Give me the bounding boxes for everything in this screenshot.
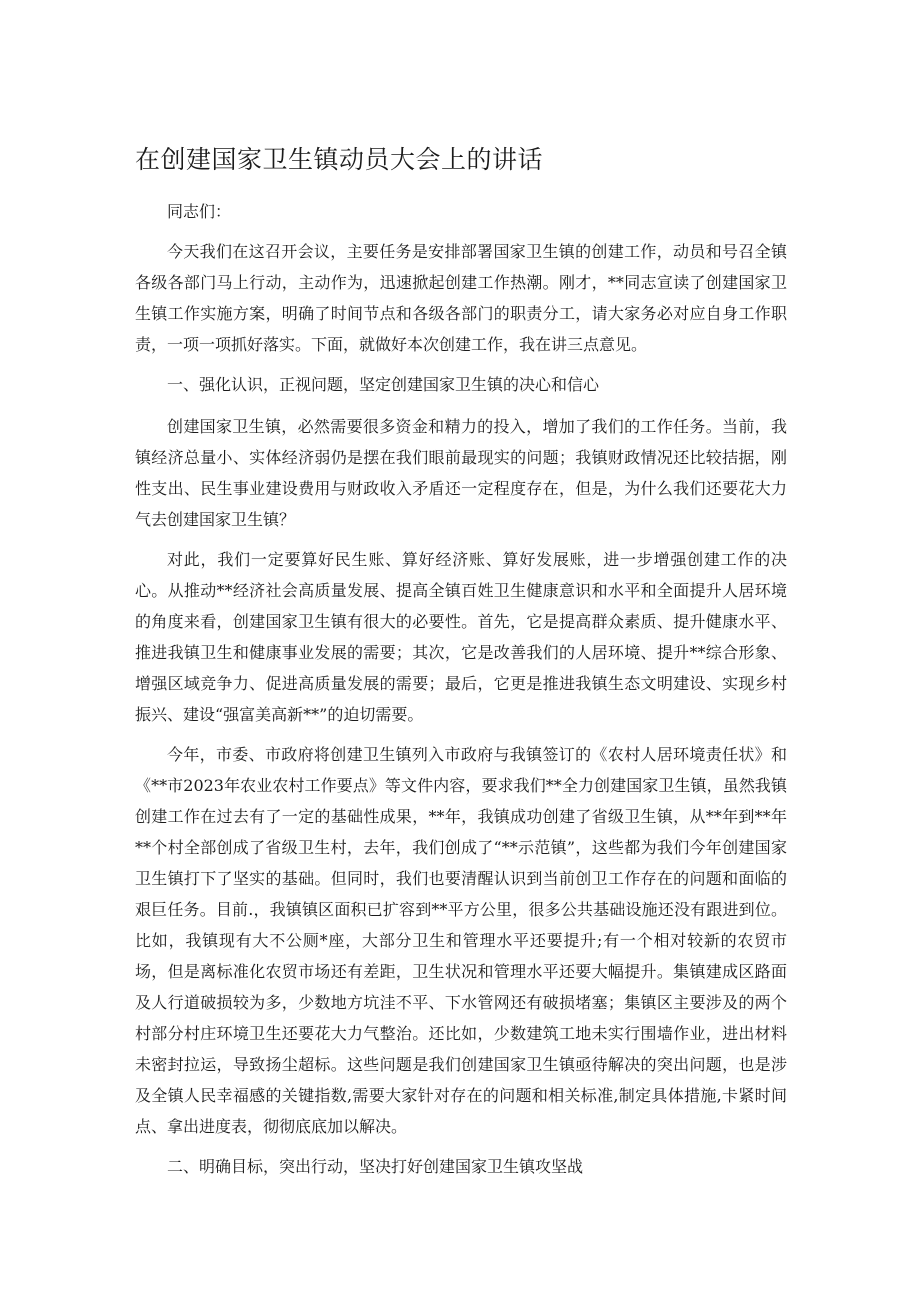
salutation: 同志们：	[167, 202, 232, 221]
paragraph-problems: 今年，市委、市政府将创建卫生镇列入市政府与我镇签订的《农村人居环境责任状》和《**市2023年农业农村工作要点》等文件内容，要求我们**全力创建国家卫生镇，虽然我镇创建工作在过去有了一定的基础性成果，**年，我镇成功创建了省级卫生镇，从**年到**年**个村全部创成了省级卫生村，去年，我们创成了“**示范镇”，这些都为我们今年创建国家卫生镇打下了坚实的基础。但同时，我们也要清醒认识到当前创卫工作存在的问题和面临的艰巨任务。目前.，我镇镇区面积已扩容到**平方公里，很多公共基础设施还没有跟进到位。比如，我镇现有大不公厕*座，大部分卫生和管理水平还要提升;有一个相对较新的农贸市场，但是离标准化农贸市场还有差距，卫生状况和管理水平还要大幅提升。集镇建成区路面及人行道破损较为多，少数地方坑洼不平、下水管网还有破损堵塞；集镇区主要涉及的两个村部分村庄环境卫生还要花大力气整治。还比如，少数建筑工地未实行围墙作业，进出材料未密封拉运，导致扬尘超标。这些问题是我们创建国家卫生镇亟待解决的突出问题，也是涉及全镇人民幸福感的关键指数,需要大家针对存在的问题和相关标准,制定具体措施,卡紧时间点、拿出进度表，彻彻底底加以解决。	[135, 745, 787, 1136]
document-body	[135, 196, 787, 1193]
document-title: 在创建国家卫生镇动员大会上的讲话	[135, 145, 544, 174]
section-heading-1: 一、强化认识，正视问题，坚定创建国家卫生镇的决心和信心	[167, 375, 600, 394]
section-heading-2: 二、明确目标，突出行动，坚决打好创建国家卫生镇攻坚战	[167, 1157, 584, 1176]
paragraph-cost: 创建国家卫生镇，必然需要很多资金和精力的投入，增加了我们的工作任务。当前，我镇经济总量小、实体经济弱仍是摆在我们眼前最现实的问题；我镇财政情况还比较拮据，刚性支出、民生事业建设费用与财政收入矛盾还一定程度存在，但是，为什么我们还要花大力气去创建国家卫生镇？	[135, 417, 787, 529]
paragraph-necessity: 对此，我们一定要算好民生账、算好经济账、算好发展账，进一步增强创建工作的决心。从推动**经济社会高质量发展、提高全镇百姓卫生健康意识和水平和全面提升人居环境的角度来看，创建国家卫生镇有很大的必要性。首先，它是提高群众素质、提升健康水平、推进我镇卫生和健康事业发展的需要；其次，它是改善我们的人居环境、提升**综合形象、增强区域竞争力、促进高质量发展的需要；最后，它更是推进我镇生态文明建设、实现乡村振兴、建设“强富美高新**”的迫切需要。	[135, 550, 787, 724]
paragraph-intro: 今天我们在这召开会议，主要任务是安排部署国家卫生镇的创建工作，动员和号召全镇各级各部门马上行动，主动作为，迅速掀起创建工作热潮。刚才，**同志宣读了创建国家卫生镇工作实施方案，明确了时间节点和各级各部门的职责分工，请大家务必对应自身工作职责，一项一项抓好落实。下面，就做好本次创建工作，我在讲三点意见。	[135, 242, 787, 354]
